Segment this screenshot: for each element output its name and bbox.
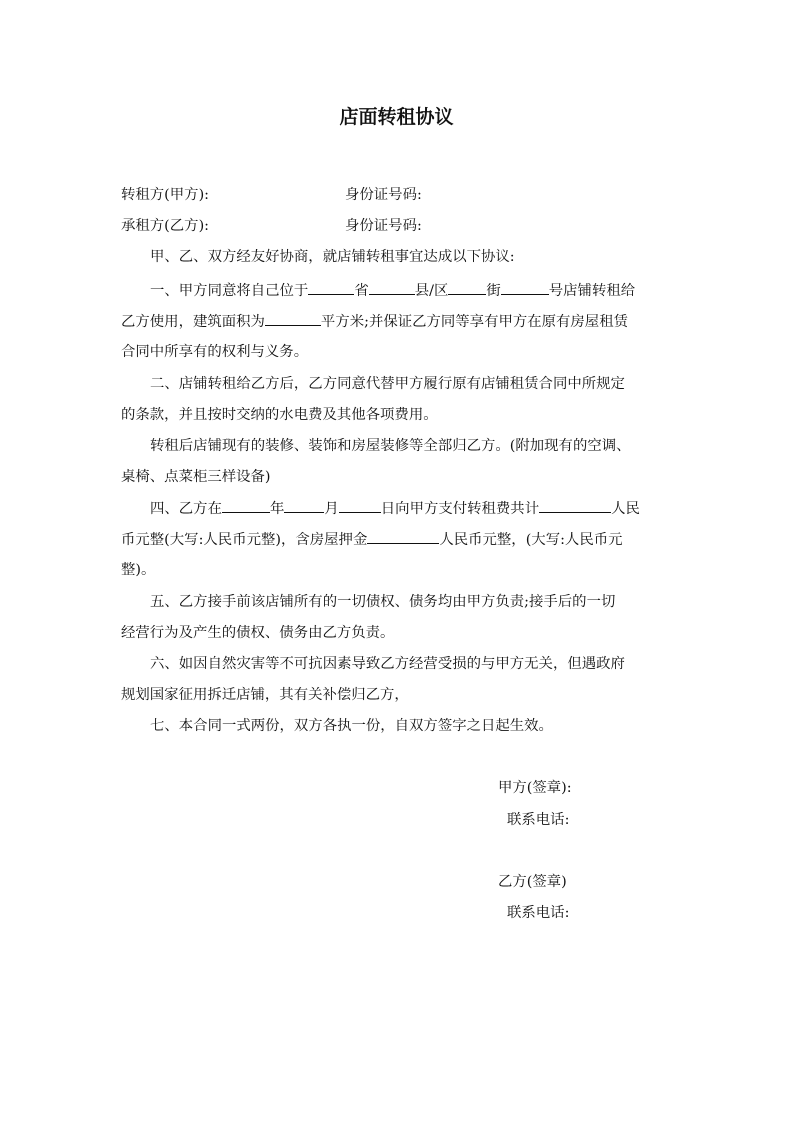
province-blank [308, 280, 354, 295]
party-b-id-label: 身份证号码: [345, 218, 422, 234]
clause-1-line-2 [121, 311, 628, 332]
clause-1-line-3: 合同中所享有的权利与义务。 [121, 344, 309, 360]
clause-1-text-b: 省 [354, 283, 369, 299]
month-blank [284, 498, 324, 513]
clause-2-line-1: 二、店铺转租给乙方后，乙方同意代替甲方履行原有店铺租赁合同中所规定 [150, 376, 625, 392]
clause-1-text-d: 街 [486, 283, 501, 299]
clause-1-text-f: 乙方使用，建筑面积为 [121, 314, 265, 330]
clause-1-line-1 [150, 280, 635, 301]
party-b-seal-label: 乙方(签章) [498, 874, 567, 890]
clause-4-text-c: 月 [324, 501, 339, 517]
document-title: 店面转租协议 [339, 106, 454, 128]
clause-6-line-1: 六、如因自然灾害等不可抗因素导致乙方经营受损的与甲方无关，但遇政府 [150, 656, 625, 672]
party-a-seal-label: 甲方(签章): [498, 780, 572, 796]
deposit-blank [367, 529, 439, 544]
day-blank [339, 498, 381, 513]
party-a-id-label: 身份证号码: [345, 187, 422, 203]
clause-4-text-b: 年 [269, 501, 285, 517]
clause-3-line-2: 桌椅、点菜柜三样设备) [121, 469, 271, 485]
clause-4-line-2 [121, 529, 623, 550]
clause-1-text-c: 县/区 [414, 283, 449, 299]
street-blank [448, 280, 486, 295]
preamble: 甲、乙、双方经友好协商，就店铺转租事宜达成以下协议: [150, 249, 515, 265]
clause-4-line-3: 整)。 [121, 562, 156, 578]
clause-4-text-f: 币元整(大写:人民币元整)，含房屋押金 [121, 532, 368, 548]
clause-1-text-e: 号店铺转租给 [548, 283, 636, 299]
clause-4-text-d: 日向甲方支付转租费共计 [380, 501, 540, 517]
number-blank [501, 280, 549, 295]
clause-1-text-g: 平方米;并保证乙方同等享有甲方在原有房屋租赁 [320, 314, 628, 330]
clause-2-line-2: 的条款，并且按时交纳的水电费及其他各项费用。 [121, 407, 438, 423]
clause-7: 七、本合同一式两份，双方各执一份，自双方签字之日起生效。 [150, 718, 553, 734]
party-a-phone-label: 联系电话: [507, 812, 570, 828]
clause-3-line-1: 转租后店铺现有的装修、装饰和房屋装修等全部归乙方。(附加现有的空调、 [150, 438, 631, 454]
clause-4-text-g: 人民币元整，(大写:人民币元 [439, 532, 623, 548]
clause-1-text-a: 一、甲方同意将自己位于 [150, 283, 309, 299]
clause-5-line-1: 五、乙方接手前该店铺所有的一切债权、债务均由甲方负责;接手后的一切 [150, 594, 616, 610]
party-b-label: 承租方(乙方): [121, 218, 210, 234]
year-blank [222, 498, 270, 513]
party-a-label: 转租方(甲方): [121, 187, 210, 203]
party-b-phone-label: 联系电话: [507, 905, 570, 921]
clause-5-line-2: 经营行为及产生的债权、债务由乙方负责。 [121, 625, 395, 641]
area-blank [265, 311, 321, 326]
county-blank [369, 280, 415, 295]
transfer-fee-blank [539, 498, 611, 513]
clause-6-line-2: 规划国家征用拆迁店铺，其有关补偿归乙方， [121, 687, 409, 703]
clause-4-text-e: 人民 [611, 501, 640, 517]
clause-4-text-a: 四、乙方在 [150, 501, 222, 517]
clause-4-line-1 [150, 498, 640, 519]
